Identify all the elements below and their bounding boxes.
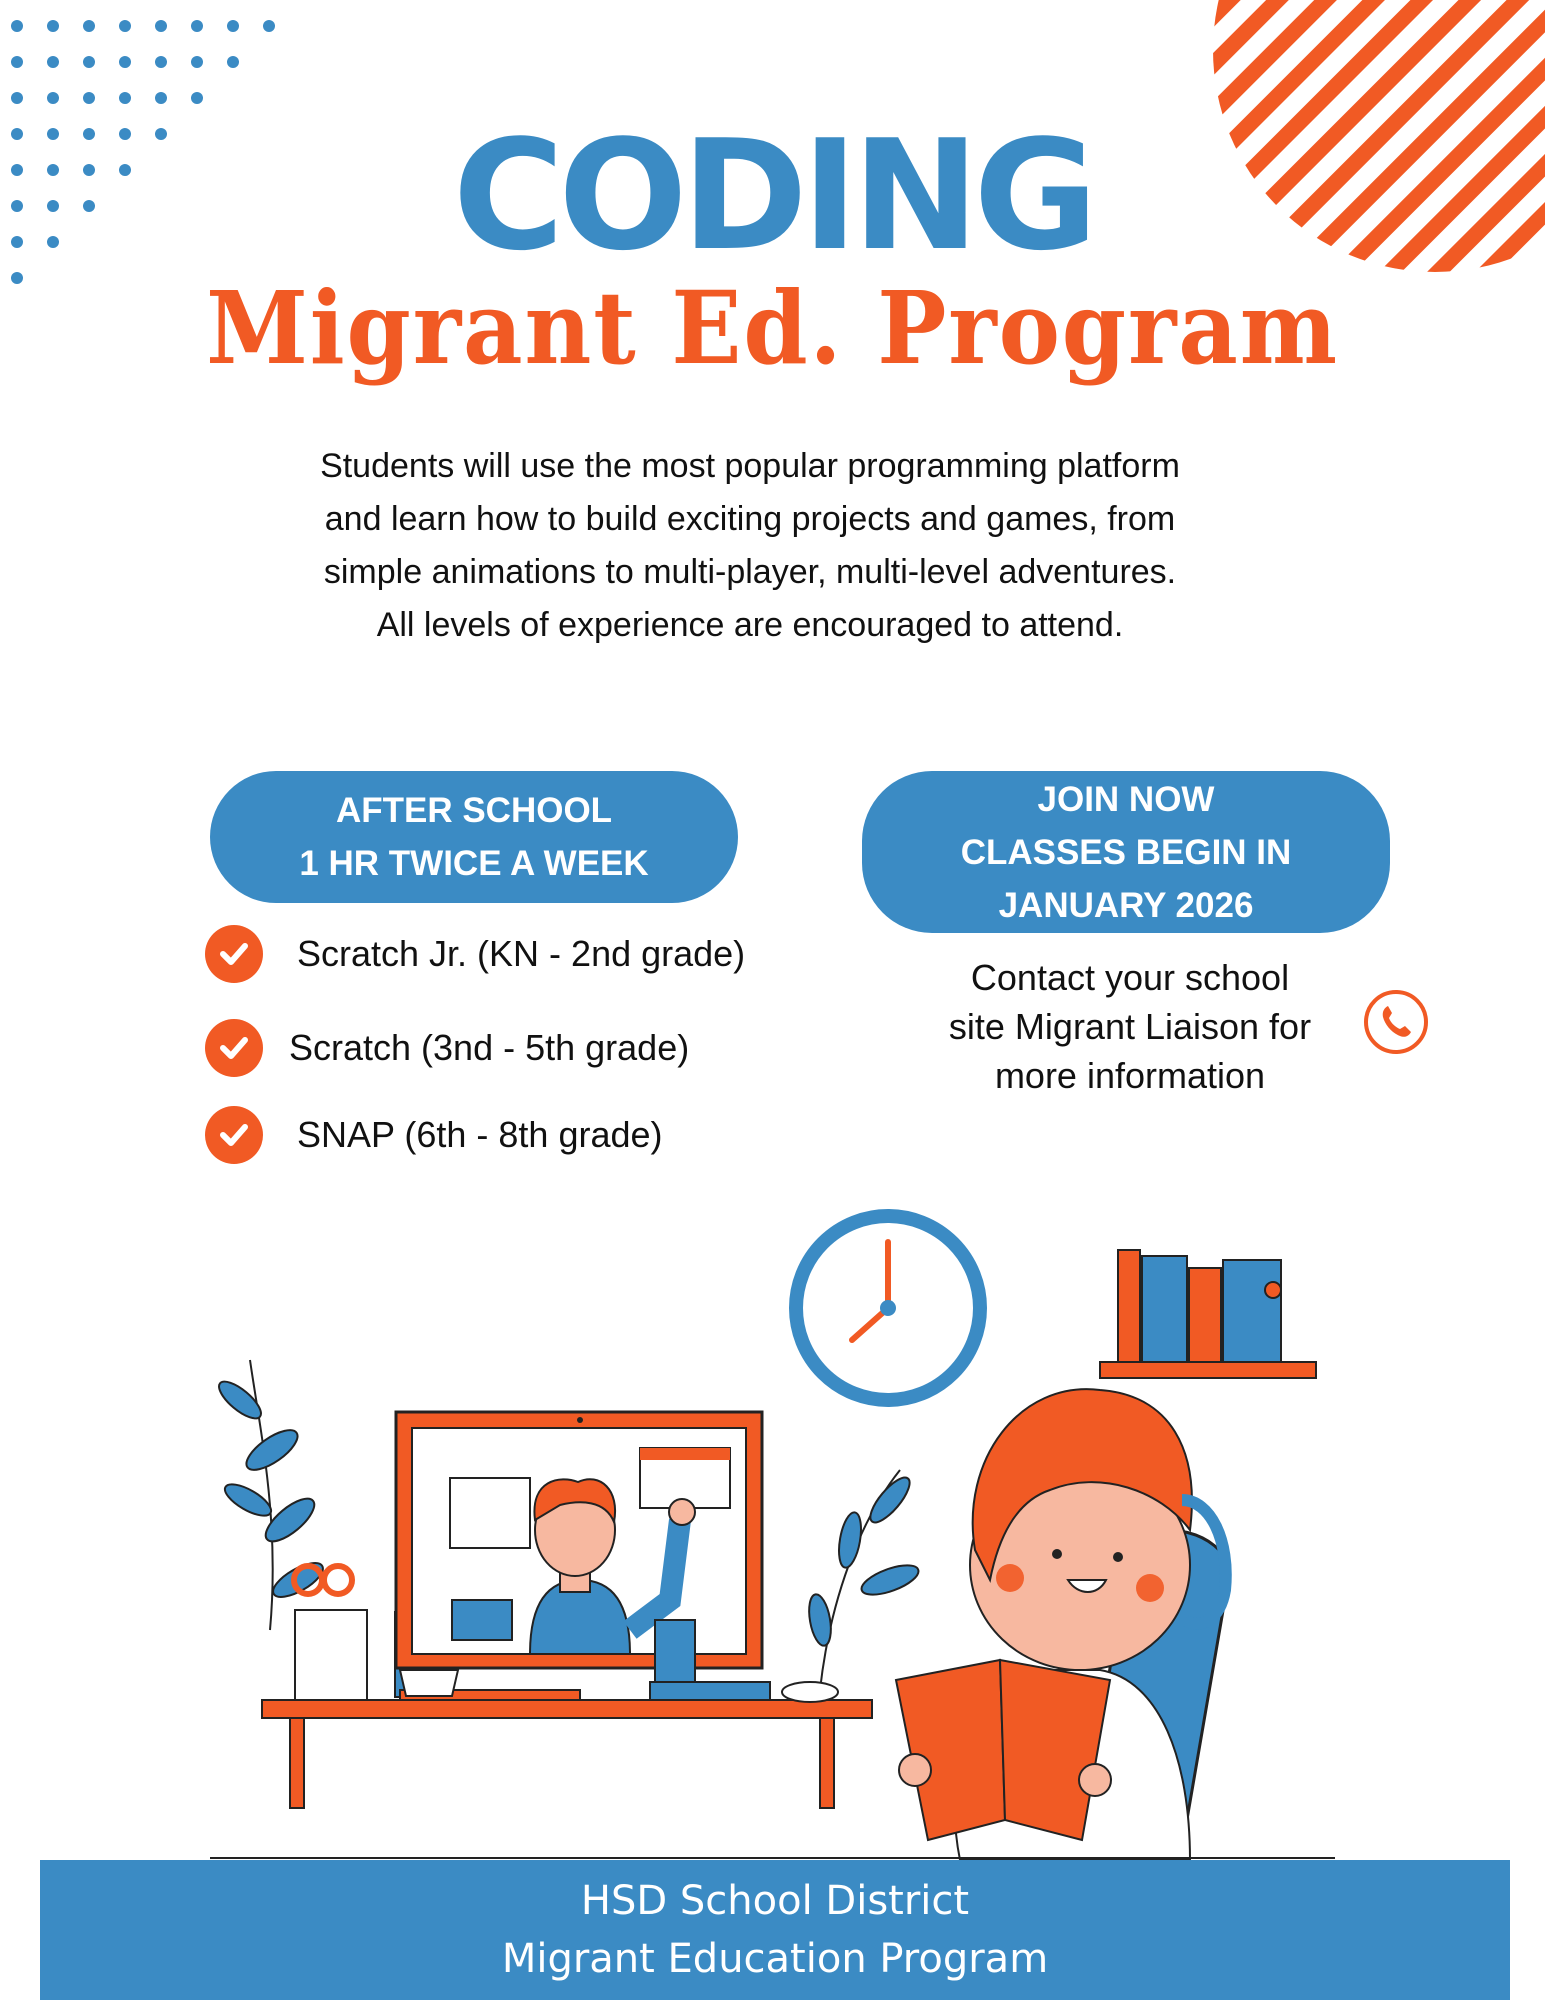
description-line: simple animations to multi-player, multi-level adventures. [323, 553, 1177, 591]
description-line: and learn how to build exciting projects and games, from [324, 500, 1176, 538]
bookshelf-icon [1100, 1250, 1316, 1378]
course-item [205, 1106, 663, 1164]
footer-banner [40, 1860, 1510, 2000]
checkmark-icon [205, 1106, 263, 1164]
join-line-1: JOIN NOW [1037, 779, 1215, 819]
schedule-line-1: AFTER SCHOOL [335, 791, 613, 830]
page-title: CODING [452, 107, 1093, 284]
footer-district: HSD School District [580, 1878, 970, 1924]
join-now-pill [862, 771, 1390, 933]
checkmark-icon [205, 1019, 263, 1077]
course-label: Scratch Jr. (KN - 2nd grade) [297, 933, 746, 974]
plant-left-icon [214, 1360, 328, 1630]
program-description [200, 440, 1300, 652]
description-line: Students will use the most popular programming platform [320, 447, 1180, 485]
course-item [205, 925, 745, 983]
clock-icon [796, 1216, 980, 1400]
contact-line: Contact your school [970, 957, 1290, 998]
footer-program: Migrant Education Program [501, 1936, 1049, 1982]
phone-icon [1362, 988, 1430, 1056]
course-label: Scratch (3nd - 5th grade) [289, 1027, 690, 1068]
course-label: SNAP (6th - 8th grade) [297, 1114, 663, 1155]
checkmark-icon [205, 925, 263, 983]
plant-middle-icon [806, 1470, 922, 1690]
contact-line: site Migrant Liaison for [948, 1006, 1312, 1047]
page-subtitle: Migrant Ed. Program [206, 269, 1339, 387]
description-line: All levels of experience are encouraged to attend. [376, 606, 1124, 644]
schedule-pill [210, 771, 738, 903]
join-line-3: JANUARY 2026 [998, 885, 1254, 925]
course-item [205, 1019, 689, 1077]
schedule-line-2: 1 HR TWICE A WEEK [299, 844, 649, 883]
join-line-2: CLASSES BEGIN IN [960, 832, 1292, 872]
monitor-icon [395, 1412, 762, 1702]
contact-line: more information [994, 1055, 1266, 1096]
student-coding-illustration [200, 1200, 1345, 1860]
contact-info [900, 953, 1360, 1100]
